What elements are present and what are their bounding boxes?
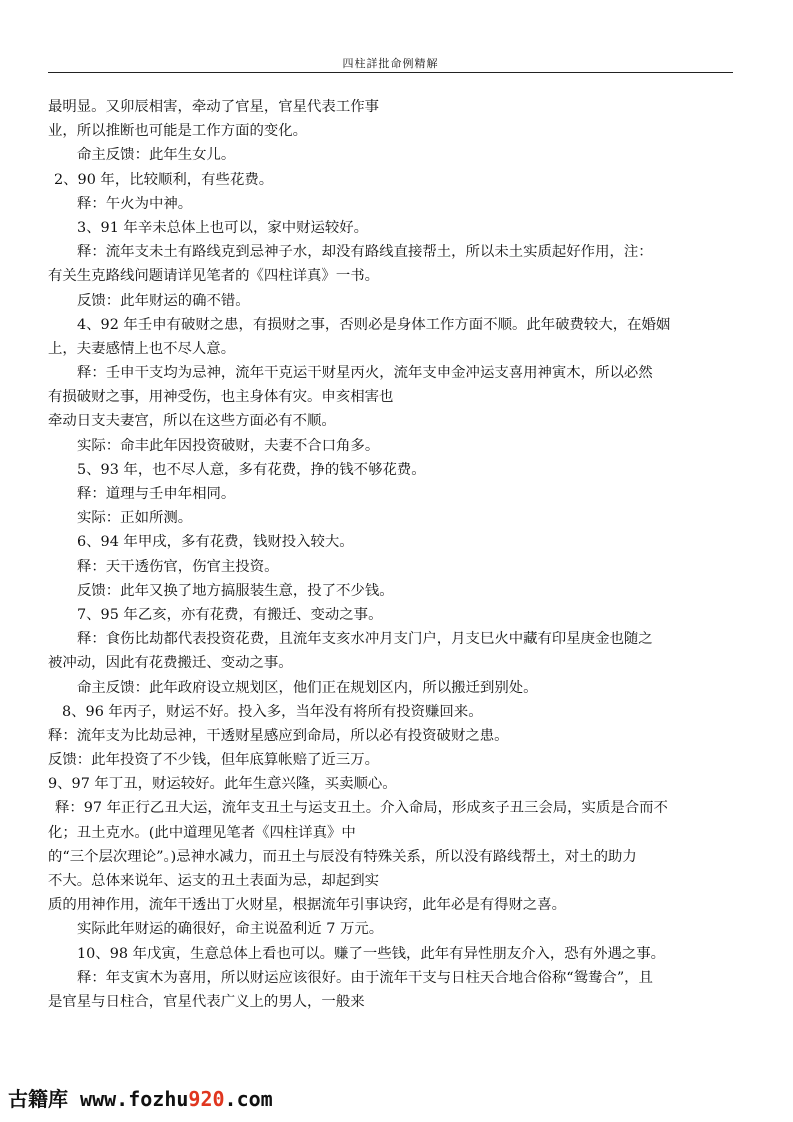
text-line: 释：天干透伤官，伤官主投资。 bbox=[77, 558, 279, 575]
footer-watermark[interactable] bbox=[8, 1083, 273, 1112]
text-line: 4、92 年壬申有破财之患，有损财之事，否则必是身体工作方面不顺。此年破费较大，在婚姻 bbox=[77, 316, 671, 333]
text-line: 释：流年支为比劫忌神，干透财星感应到命局，所以必有投资破财之患。 bbox=[48, 727, 509, 744]
text-line: 质的用神作用，流年干透出丁火财星，根据流年引事诀窍，此年必是有得财之喜。 bbox=[48, 897, 567, 914]
text-line: 反馈：此年投资了不少钱，但年底算帐赔了近三万。 bbox=[48, 752, 379, 769]
text-line: 上，夫妻感情上也不尽人意。 bbox=[48, 340, 236, 357]
text-line: 的“三个层次理论”。)忌神水减力，而丑土与辰没有特殊关系，所以没有路线帮土，对土的助力 bbox=[48, 848, 637, 865]
text-line: 8、96 年丙子，财运不好。投入多，当年没有将所有投资赚回来。 bbox=[62, 703, 483, 720]
text-line: 有损破财之事，用神受伤，也主身体有灾。申亥相害也 bbox=[48, 389, 394, 406]
text-line: 化；丑土克水。(此中道理见笔者《四柱详真》中 bbox=[48, 824, 356, 841]
text-line: 不大。总体来说年、运支的丑土表面为忌，却起到实 bbox=[48, 873, 379, 889]
text-line: 实际：命丰此年因投资破财，夫妻不合口角多。 bbox=[77, 437, 380, 454]
text-line: 有关生克路线问题请详见笔者的《四柱详真》一书。 bbox=[48, 268, 379, 285]
text-line: 10、98 年戊寅，生意总体上看也可以。赚了一些钱，此年有异性朋友介入，恐有外遇之事。 bbox=[77, 945, 666, 962]
text-line: 6、94 年甲戌，多有花费，钱财投入较大。 bbox=[77, 534, 354, 551]
text-line: 9、97 年丁丑，财运较好。此年生意兴隆，买卖顺心。 bbox=[48, 776, 397, 793]
text-line: 实际：正如所测。 bbox=[77, 510, 193, 527]
text-line: 3、91 年辛未总体上也可以，家中财运较好。 bbox=[77, 219, 369, 236]
text-line: 反馈：此年财运的确不错。 bbox=[77, 292, 250, 309]
text-line: 释：道理与壬申年相同。 bbox=[77, 486, 236, 502]
text-line: 5、93 年，也不尽人意，多有花费，挣的钱不够花费。 bbox=[77, 461, 426, 478]
text-line: 释：壬申干支均为忌神，流年干克运干财星丙火，流年支申金冲运支喜用神寅木，所以必然 bbox=[77, 365, 653, 382]
text-line: 业，所以推断也可能是工作方面的变化。 bbox=[48, 123, 308, 140]
text-line: 释：流年支未土有路线克到忌神子水，却没有路线直接帮土，所以未土实质起好作用，注： bbox=[77, 244, 653, 261]
text-line: 命主反馈：此年政府设立规划区，他们正在规划区内，所以搬迁到别处。 bbox=[77, 679, 538, 696]
text-line: 释：年支寅木为喜用，所以财运应该很好。由于流年干支与日柱天合地合俗称“鸳鸯合”，且 bbox=[77, 969, 653, 986]
footer-url-prefix: www.fozhu bbox=[68, 1087, 189, 1111]
text-line: 释：97 年正行乙丑大运，流年支丑土与运支丑土。介入命局，形成亥子丑三会局，实质是合而不 bbox=[55, 800, 668, 817]
text-line: 2、90 年，比较顺利，有些花费。 bbox=[54, 171, 274, 188]
text-line: 反馈：此年又换了地方搞服装生意，投了不少钱。 bbox=[77, 582, 394, 599]
text-line: 最明显。又卯辰相害，牵动了官星，官星代表工作事 bbox=[48, 99, 379, 115]
text-line: 7、95 年乙亥，亦有花费，有搬迁、变动之事。 bbox=[77, 606, 383, 623]
footer-url-number: 920 bbox=[188, 1087, 225, 1111]
page-header-title: 四柱詳批命例精解 bbox=[342, 57, 439, 70]
footer-brand-name: 古籍库 bbox=[8, 1087, 68, 1111]
text-line: 释：午火为中神。 bbox=[77, 195, 193, 212]
document-body bbox=[48, 95, 738, 1014]
text-line: 是官星与日柱合，官星代表广义上的男人，一般来 bbox=[48, 993, 365, 1010]
text-line: 被冲动，因此有花费搬迁、变动之事。 bbox=[48, 655, 293, 672]
text-line: 命主反馈：此年生女儿。 bbox=[77, 147, 236, 164]
text-line: 牵动日支夫妻宫，所以在这些方面必有不顺。 bbox=[48, 413, 336, 430]
header-divider bbox=[48, 72, 733, 73]
text-line: 实际此年财运的确很好，命主说盈利近 7 万元。 bbox=[77, 921, 384, 938]
text-line: 释：食伤比劫都代表投资花费，且流年支亥水冲月支门户，月支巳火中藏有印星庚金也随之 bbox=[77, 631, 653, 648]
footer-url-suffix: .com bbox=[224, 1087, 273, 1111]
